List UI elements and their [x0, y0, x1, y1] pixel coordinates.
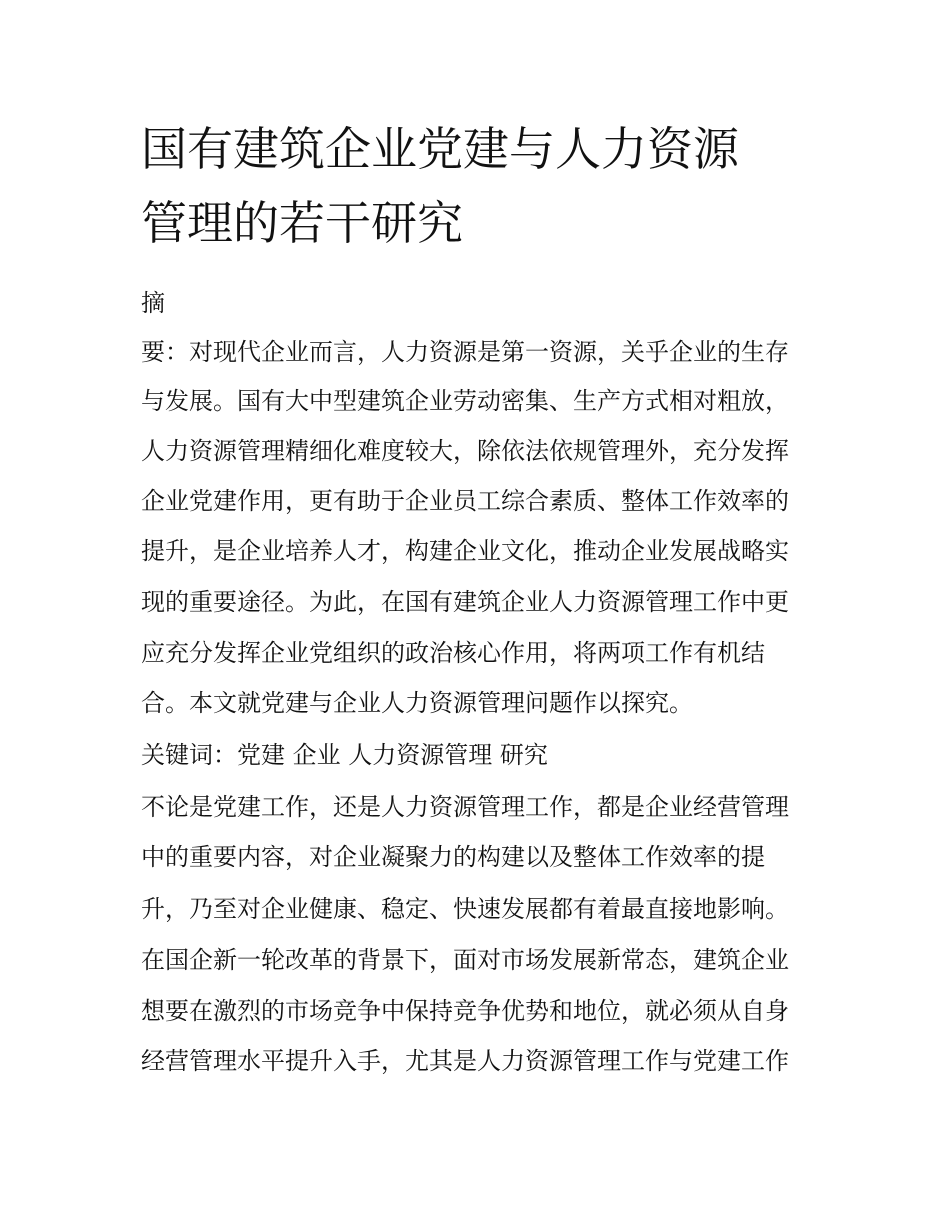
- body-line: 中的重要内容，对企业凝聚力的构建以及整体工作效率的提: [141, 843, 765, 871]
- abstract-line: 人力资源管理精细化难度较大，除依法依规管理外，充分发挥: [141, 437, 789, 465]
- abstract-line: 现的重要途径。为此，在国有建筑企业人力资源管理工作中更: [141, 588, 789, 616]
- title-line-1: 国有建筑企业党建与人力资源: [141, 122, 739, 176]
- body-line: 在国企新一轮改革的背景下，面对市场发展新常态，建筑企业: [141, 946, 789, 974]
- body-line: 升，乃至对企业健康、稳定、快速发展都有着最直接地影响。: [141, 895, 789, 923]
- abstract-line: 企业党建作用，更有助于企业员工综合素质、整体工作效率的: [141, 487, 789, 515]
- abstract-line: 摘: [141, 289, 165, 317]
- abstract-line: 与发展。国有大中型建筑企业劳动密集、生产方式相对粗放，: [141, 387, 789, 415]
- abstract-line: 提升，是企业培养人才，构建企业文化，推动企业发展战略实: [141, 537, 789, 565]
- title-line-2: 管理的若干研究: [141, 196, 463, 250]
- abstract-line: 要：对现代企业而言，人力资源是第一资源，关乎企业的生存: [141, 338, 789, 366]
- body-line: 想要在激烈的市场竞争中保持竞争优势和地位，就必须从自身: [141, 997, 789, 1025]
- abstract-line: 应充分发挥企业党组织的政治核心作用，将两项工作有机结: [141, 639, 765, 667]
- abstract-line: 合。本文就党建与企业人力资源管理问题作以探究。: [141, 689, 693, 717]
- body-line: 经营管理水平提升入手，尤其是人力资源管理工作与党建工作: [141, 1047, 789, 1075]
- keywords-line: 关键词：党建 企业 人力资源管理 研究: [141, 741, 548, 769]
- document-title: [141, 112, 821, 260]
- body-line: 不论是党建工作，还是人力资源管理工作，都是企业经营管理: [141, 793, 789, 821]
